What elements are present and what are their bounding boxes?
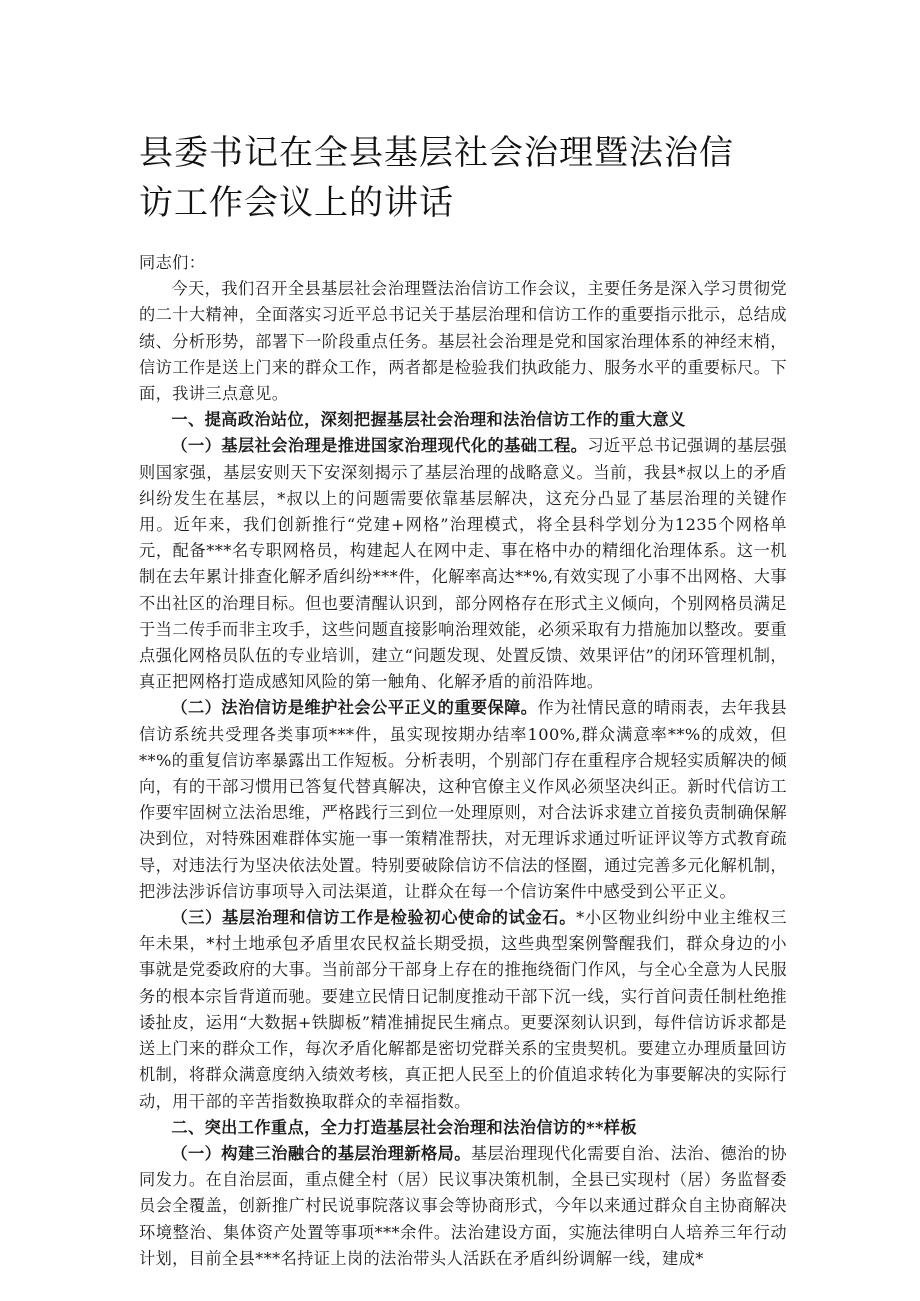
document-title: 县委书记在全县基层社会治理暨法治信访工作会议上的讲话 bbox=[139, 133, 734, 223]
section-2-heading: 二、突出工作重点，全力打造基层社会治理和法治信访的**样板 bbox=[171, 1117, 637, 1137]
section-1-heading: 一、提高政治站位，深刻把握基层社会治理和法治信访工作的重大意义 bbox=[171, 410, 686, 430]
section-1-paragraph-2-lead: （二）法治信访是维护社会公平正义的重要保障。 bbox=[171, 698, 538, 718]
document-page bbox=[139, 128, 787, 1272]
document-body bbox=[139, 250, 787, 1272]
intro-paragraph: 今天，我们召开全县基层社会治理暨法治信访工作会议，主要任务是深入学习贯彻党的二十大精神，全面落实习近平总书记关于基层治理和信访工作的重要指示批示，总结成绩、分析形势，部署下一阶段重点任务。基层社会治理是党和国家治理体系的神经末梢，信访工作是送上门来的群众工作，两者都是检验我们执政能力、服务水平的重要标尺。下面，我讲三点意见。 bbox=[139, 279, 787, 404]
salutation: 同志们： bbox=[139, 253, 206, 272]
section-1-paragraph-3 bbox=[139, 905, 787, 1115]
section-2-paragraph-1-text: 基层治理现代化需要自治、法治、德治的协同发力。在自治层面，重点健全村（居）民议事决策机制，全县已实现村（居）务监督委员会全覆盖，创新推广村民说事院落议事会等协商形式，今年以来通过群众自主协商解决环境整治、集体资产处置等事项***余件。法治建设方面，实施法律明白人培养三年行动计划，目前全县***名持证上岗的法治带头人活跃在矛盾纠纷调解一线，建成* bbox=[139, 1143, 787, 1268]
section-2-paragraph-1 bbox=[139, 1141, 787, 1272]
section-2-paragraph-1-lead: （一）构建三治融合的基层治理新格局。 bbox=[171, 1143, 471, 1163]
section-1-paragraph-1-text: 习近平总书记强调的基层强则国家强，基层安则天下安深刻揭示了基层治理的战略意义。当前，我县*叔以上的矛盾纠纷发生在基层，*叔以上的问题需要依靠基层解决，这充分凸显了基层治理的关键作用。近年来，我们创新推行“党建+网格”治理模式，将全县科学划分为1235个网格单元，配备***名专职网格员，构建起人在网中走、事在格中办的精细化治理体系。这一机制在去年累计排查化解矛盾纠纷***件，化解率高达**%,有效实现了小事不出网格、大事不出社区的治理目标。但也要清醒认识到，部分网格存在形式主义倾向，个别网格员满足于当二传手而非主攻手，这些问题直接影响治理效能，必须采取有力措施加以整改。要重点强化网格员队伍的专业培训，建立“问题发现、处置反馈、效果评估”的闭环管理机制，真正把网格打造成感知风险的第一触角、化解矛盾的前沿阵地。 bbox=[139, 436, 787, 692]
section-1-paragraph-2 bbox=[139, 695, 787, 905]
section-1-paragraph-1-lead: （一）基层社会治理是推进国家治理现代化的基础工程。 bbox=[171, 436, 588, 456]
section-1-paragraph-1 bbox=[139, 433, 787, 695]
section-1-paragraph-2-text: 作为社情民意的晴雨表，去年我县信访系统共受理各类事项***件，虽实现按期办结率100%,群众满意率**%的成效，但**%的重复信访率暴露出工作短板。分析表明，个别部门存在重程序合规轻实质解决的倾向，有的干部习惯用已答复代替真解决，这种官僚主义作风必须坚决纠正。新时代信访工作要牢固树立法治思维，严格践行三到位一处理原则，对合法诉求建立首接负责制确保解决到位，对特殊困难群体实施一事一策精准帮扶，对无理诉求通过听证评议等方式教育疏导，对违法行为坚决依法处置。特别要破除信访不信法的怪圈，通过完善多元化解机制，把涉法涉诉信访事项导入司法渠道，让群众在每一个信访案件中感受到公平正义。 bbox=[139, 698, 787, 901]
section-1-paragraph-3-lead: （三）基层治理和信访工作是检验初心使命的试金石。 bbox=[171, 908, 577, 928]
section-1-paragraph-3-text: *小区物业纠纷中业主维权三年未果，*村土地承包矛盾里农民权益长期受损，这些典型案例警醒我们，群众身边的小事就是党委政府的大事。当前部分干部身上存在的推拖绕衙门作风，与全心全意为人民服务的根本宗旨背道而驰。要建立民情日记制度推动干部下沉一线，实行首问责任制杜绝推诿扯皮，运用“大数据+铁脚板”精准捕捉民生痛点。更要深刻认识到，每件信访诉求都是送上门来的群众工作，每次矛盾化解都是密切党群关系的宝贵契机。要建立办理质量回访机制，将群众满意度纳入绩效考核，真正把人民至上的价值追求转化为事要解决的实际行动，用干部的辛苦指数换取群众的幸福指数。 bbox=[139, 908, 787, 1111]
